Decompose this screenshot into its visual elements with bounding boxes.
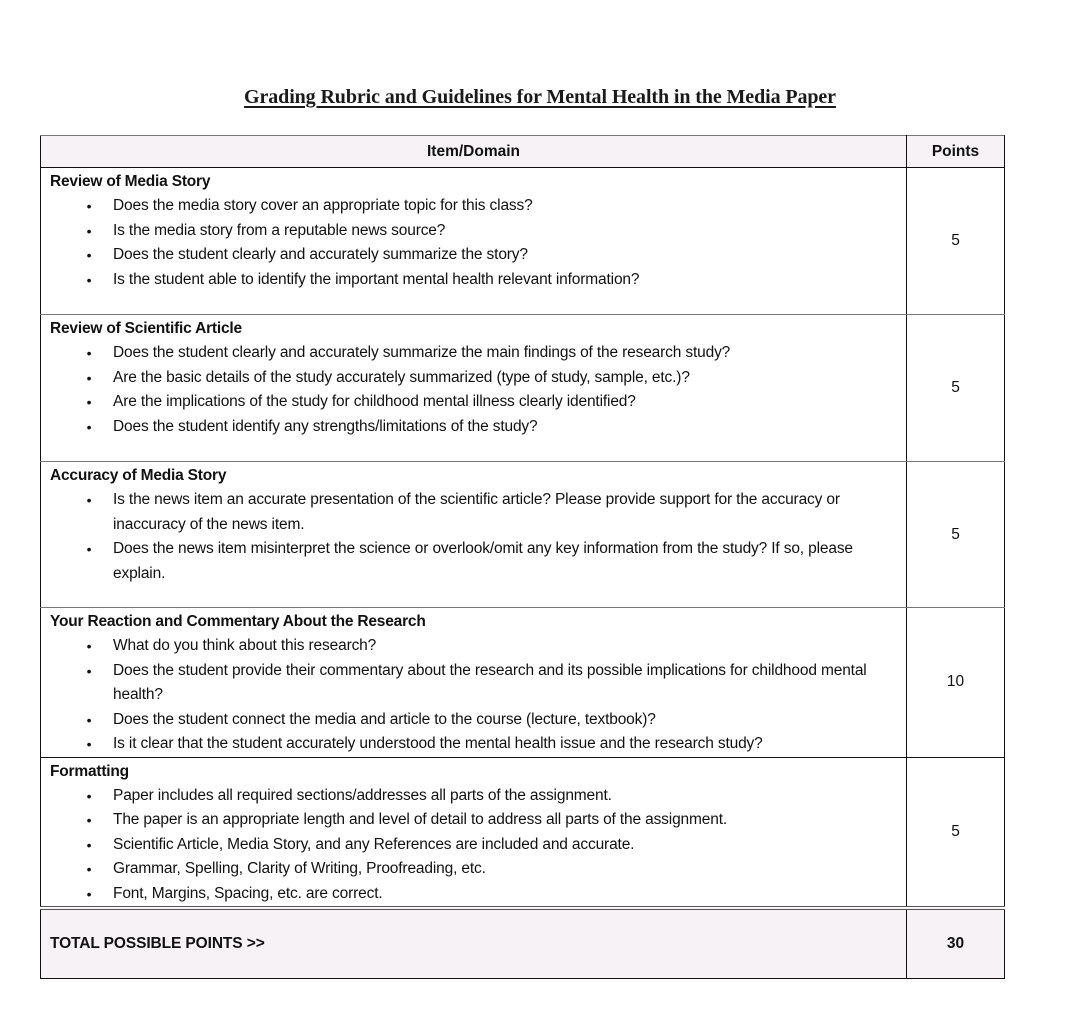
criterion-row	[41, 315, 1005, 462]
criterion-title: Accuracy of Media Story	[50, 467, 227, 484]
bullet-item: • Is it clear that the student accurately understood the mental health issue and the research study?	[113, 732, 898, 757]
criterion-title: Your Reaction and Commentary About the Research	[50, 613, 426, 630]
bullet-icon: •	[86, 345, 92, 361]
bullet-icon: •	[86, 271, 92, 288]
criterion-cell	[41, 315, 907, 462]
bullet-icon: •	[86, 198, 92, 214]
bullet-item: • What do you think about this research?	[113, 634, 898, 659]
total-points: 30	[907, 908, 1005, 979]
bullet-item: • Are the basic details of the study accurately summarized (type of study, sample, etc.)?	[113, 366, 898, 391]
header-row	[41, 136, 1005, 168]
criterion-points: 5	[907, 315, 1005, 462]
bullet-icon: •	[86, 787, 92, 804]
criterion-row	[41, 757, 1005, 908]
criterion-bullets	[50, 784, 898, 907]
bullet-item: • Scientific Article, Media Story, and any References are included and accurate.	[113, 833, 898, 858]
criterion-points: 5	[907, 757, 1005, 908]
bullet-icon: •	[86, 247, 92, 263]
criterion-bullets	[50, 488, 898, 586]
bullet-item: • Is the media story from a reputable news source?	[113, 219, 898, 244]
bullet-icon: •	[86, 418, 92, 435]
bullet-item: • Does the student clearly and accurately summarize the main findings of the research study?	[113, 341, 898, 366]
criterion-row	[41, 462, 1005, 608]
bullet-item: • Grammar, Spelling, Clarity of Writing, Proofreading, etc.	[113, 857, 898, 882]
bullet-icon: •	[86, 369, 92, 386]
criterion-bullets	[50, 194, 898, 292]
bullet-icon: •	[86, 662, 92, 679]
criterion-bullets	[50, 341, 898, 439]
bullet-icon: •	[86, 836, 92, 853]
bullet-item: • Does the student connect the media and article to the course (lecture, textbook)?	[113, 708, 898, 733]
rubric-table	[40, 135, 1005, 979]
criterion-row	[41, 168, 1005, 315]
bullet-icon: •	[86, 885, 92, 902]
bullet-item: • The paper is an appropriate length and level of detail to address all parts of the assignment.	[113, 808, 898, 833]
bullet-icon: •	[86, 861, 92, 877]
header-points: Points	[907, 136, 1005, 168]
header-item-domain: Item/Domain	[41, 136, 907, 168]
bullet-item: • Is the news item an accurate presentation of the scientific article? Please provide support for the accuracy or inaccuracy of the news item.	[113, 488, 898, 537]
bullet-icon: •	[86, 492, 92, 508]
bullet-icon: •	[86, 541, 92, 557]
total-label: TOTAL POSSIBLE POINTS >>	[41, 908, 907, 979]
criterion-bullets	[50, 634, 898, 757]
criterion-title: Review of Media Story	[50, 173, 211, 190]
criterion-cell	[41, 168, 907, 315]
bullet-icon: •	[86, 711, 92, 728]
bullet-item: • Does the student provide their commentary about the research and its possible implications for childhood mental health?	[113, 659, 898, 708]
bullet-item: • Font, Margins, Spacing, etc. are correct.	[113, 882, 898, 907]
bullet-item: • Does the news item misinterpret the science or overlook/omit any key information from the study? If so, please explain.	[113, 537, 898, 586]
criterion-cell	[41, 462, 907, 608]
bullet-item: • Are the implications of the study for childhood mental illness clearly identified?	[113, 390, 898, 415]
bullet-item: • Paper includes all required sections/addresses all parts of the assignment.	[113, 784, 898, 809]
bullet-icon: •	[86, 736, 92, 752]
criterion-points: 10	[907, 608, 1005, 758]
criterion-points: 5	[907, 168, 1005, 315]
bullet-icon: •	[86, 638, 92, 654]
total-row	[41, 908, 1005, 979]
bullet-icon: •	[86, 812, 92, 828]
criterion-row	[41, 608, 1005, 758]
bullet-item: • Is the student able to identify the important mental health relevant information?	[113, 268, 898, 293]
bullet-icon: •	[86, 394, 92, 410]
criterion-title: Formatting	[50, 762, 129, 780]
page-title: Grading Rubric and Guidelines for Mental Health in the Media Paper	[244, 86, 836, 108]
criterion-cell	[41, 608, 907, 758]
bullet-item: • Does the student identify any strengths/limitations of the study?	[113, 415, 898, 440]
criterion-points: 5	[907, 462, 1005, 608]
bullet-item: • Does the student clearly and accurately summarize the story?	[113, 243, 898, 268]
bullet-item: • Does the media story cover an appropriate topic for this class?	[113, 194, 898, 219]
bullet-icon: •	[86, 222, 92, 239]
criterion-title: Review of Scientific Article	[50, 320, 242, 337]
criterion-cell	[41, 757, 907, 908]
